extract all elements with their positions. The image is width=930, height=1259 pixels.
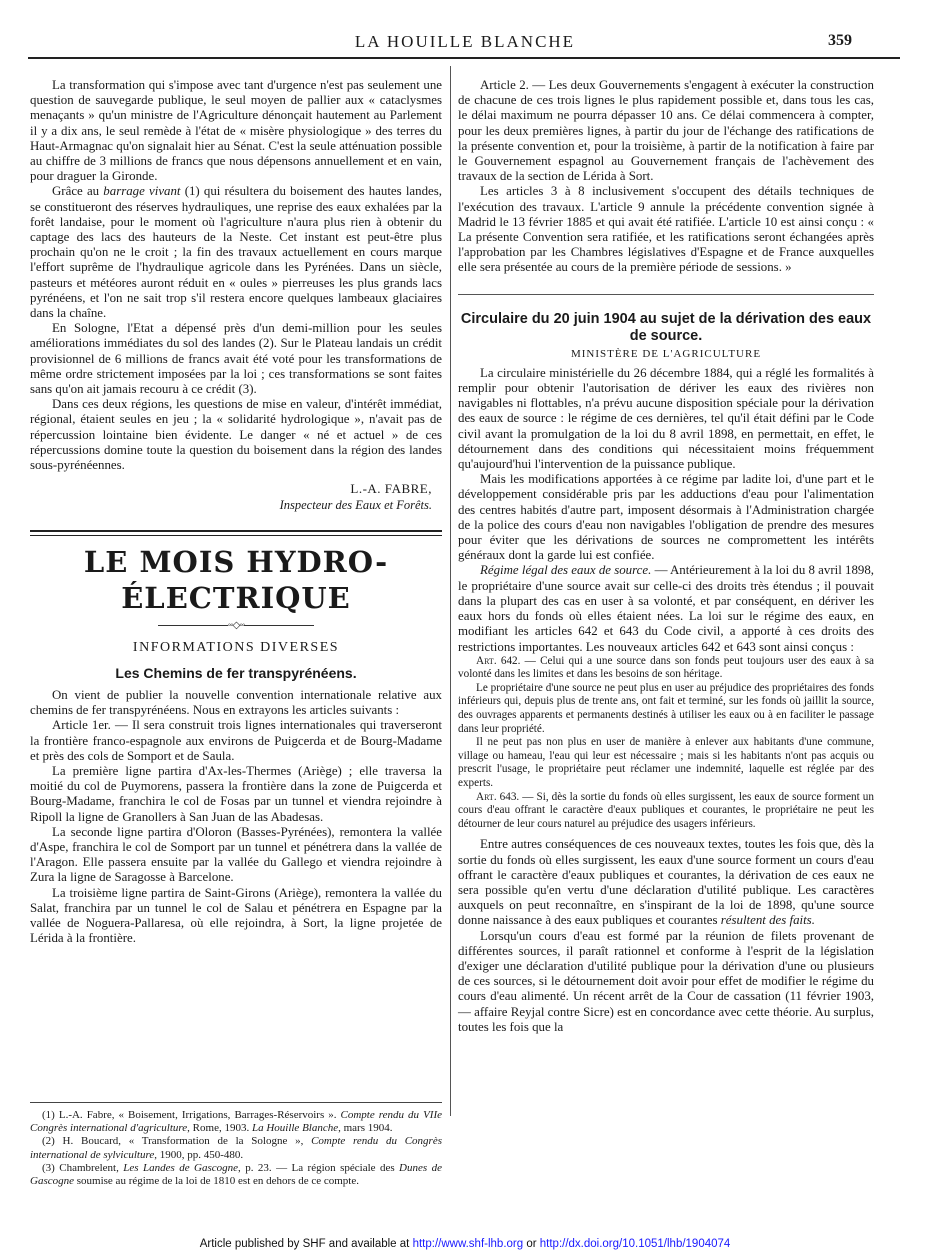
emphasis: La Houille Blanche	[251, 1122, 339, 1135]
text-run: , mars 1904.	[338, 1122, 393, 1135]
page-number: 359	[828, 32, 852, 49]
footnote	[30, 1109, 442, 1135]
ministry-label: MINISTÈRE DE L'AGRICULTURE	[570, 347, 762, 360]
paragraph: On vient de publier la nouvelle convention internationale relative aux chemins de fer transpyrénéens. Nous en extrayons les articles suivants :	[30, 687, 442, 718]
text-run: — Antérieurement à la loi du 8 avril 1898, le propriétaire d'une source avait sur celle-ci des droits très étendus ; il pouvait dans la plupart des cas en user à sa volonté, et par conséquent, en dériver les eaux hors du fonds où elles étaient nées. La loi sur le régime des eaux, en modifiant les articles 642 et 643 du Code civil, a apporté à ces droits des restrictions importantes. Les nouveaux articles 642 et 643 sont ainsi conçus :	[458, 563, 875, 654]
text-run: Grâce au	[52, 184, 104, 199]
paragraph: Le propriétaire d'une source ne peut plus en user au préjudice des propriétaires des fonds inférieurs qui, depuis plus de trente ans, ont fait et terminé, sur les fonds où jaillit la source, des ouvrages apparents et permanents destinés à utiliser les eaux ou à en faciliter le passage dans leur propriété.	[458, 681, 874, 735]
emphasis: Régime légal des eaux de source.	[480, 563, 652, 578]
author-title: Inspecteur des Eaux et Forêts.	[279, 498, 432, 513]
text-run: , p. 23. — La région spéciale des	[238, 1161, 400, 1174]
signature-block	[30, 481, 432, 513]
emphasis: Compte rendu du VIIe Congrès international d'agriculture	[30, 1109, 442, 1135]
text-run: (1) qui résultera du boisement des hautes landes, se constitueront des réserves hydrauliques, une reprise des eaux exhalées par la forêt landaise, pour le moment où l'agriculture n'aura plus rien à obtenir du captage des lacs des hauteurs de la Neste. Cet instant est peut-être plus prochain qu'on ne le croit ; la fin des travaux actuellement en cours marque l'effort suprême de l'hydraulique agricole dans les Pyrénées. Dans un siècle, pasteurs et météores auront réduit en « oules » pierreuses les plus grands lacs pyrénéens, et l'on ne sait trop s'il restera encore quelques lambeaux glaciaires dans la chaîne.	[30, 184, 442, 321]
footnote	[30, 1135, 442, 1161]
text-run: , Rome, 1903.	[187, 1122, 252, 1135]
text-run: (3) Chambrelent,	[42, 1161, 124, 1174]
paragraph	[458, 791, 874, 832]
header-rule	[28, 57, 900, 59]
paragraph	[458, 655, 874, 682]
publication-footer	[0, 1238, 930, 1250]
text-run: Entre autres conséquences de ces nouveaux textes, toutes les fois que, dès la sortie du fonds où elles surgissent, les eaux d'une source forment un cours d'eau offrant le caractère d'eaux publiques et courantes, la dérivation de ces eaux ne sera possible qu'en vertu d'une déclaration d'utilité publique. Les caractères auxquels on peut reconnaître, en s'inspirant de la loi de 1898, qu'une source donne naissance à des eaux publiques et courantes	[458, 837, 874, 928]
footer-text: Article published by SHF and available at	[199, 1238, 413, 1250]
ornament	[30, 620, 442, 632]
paragraph: Lorsqu'un cours d'eau est formé par la réunion de filets provenant de différentes sources, il paraît rationnel et conforme à l'esprit de la législation d'exiger une déclaration d'utilité publique pour la dérivation d'une ou plusieurs de ces sources, si le détournement doit avoir pour effet de modifier le régime du cours d'eau alimenté. Un récent arrêt de la Cour de cassation (11 février 1903, — affaire Reyjal contre Sicre) est en concordance avec cette théorie. Au surplus, toutes les fois que la	[458, 928, 874, 1034]
code-excerpt	[458, 655, 874, 832]
paragraph: Les articles 3 à 8 inclusivement s'occupent des détails techniques de l'exécution des travaux. L'article 9 annule la précédente convention signée à Madrid le 13 février 1885 et qui avait été ratifiée. L'article 10 est ainsi conçu : « La présente Convention sera ratifiée, et les ratifications seront échangées après l'approbation par les Chambres législatives d'Espagne et de France auxquelles elle sera présentée au cours de la première période de sessions. »	[458, 184, 874, 275]
emphasis: Dunes de Gascogne	[30, 1161, 442, 1188]
text-run: — Celui qui a une source dans son fonds peut toujours user des eaux à sa volonté dans les limites et dans les besoins de son héritage.	[458, 654, 874, 681]
paragraph: La transformation qui s'impose avec tant d'urgence n'est pas seulement une question de sauvegarde publique, le seul moyen de pallier aux « cataclysmes menaçants » qu'un ministre de l'Agriculture dénonçait hautement au Parlement il y a dix ans, le seul remède à l'état de « misère physiologique » des terres du Haut-Armagnac qu'on signalait hier au Sénat. C'est la seule atténuation possible au chiffre de 3 millions de francs que nous dépensons annuellement et en vain, pour draguer la Gironde.	[30, 78, 442, 184]
article-title: Les Chemins de fer transpyrénéens.	[115, 664, 357, 681]
paragraph: La circulaire ministérielle du 26 décembre 1884, qui a réglé les formalités à remplir pour obtenir l'autorisation de dériver les eaux des rivières non navigables ni flottables, n'a prévu aucune disposition spéciale pour la dérivation des eaux de source : le régime de ces dernières, tel qu'il était défini par le Code civil avant la promulgation de la loi du 8 avril 1898, en permettait, en effet, le détournement dans des conditions qui nécessitaient moins fréquemment qu'aujourd'hui l'intervention de la puissance publique.	[458, 365, 874, 472]
ornament-line	[158, 625, 228, 626]
paragraph: Article 2. — Les deux Gouvernements s'engagent à exécuter la construction de chacune de ces trois lignes le plus rapidement possible et, dans tous les cas, le délai maximum ne pourra dépasser 10 ans. Ce délai commencera à compter, pour les deux premières lignes, à partir du jour de l'échange des ratifications de la présente convention et, pour la troisième, à partir de la notification à faire par le Gouvernement espagnol au Gouvernement français de l'achèvement des travaux de la section de Lérida à Sort.	[458, 78, 874, 184]
author-name: L.-A. FABRE,	[350, 481, 432, 497]
article-label: Art. 642.	[476, 654, 521, 667]
paragraph: La seconde ligne partira d'Oloron (Basses-Pyrénées), remontera la vallée d'Aspe, franchira le col de Somport par un tunnel et pénétrera dans la vallée de l'Aragon. Elle passera ensuite par la vallée du Gallego et viendra rejoindre à Zura la ligne de Saragosse à Barcelone.	[30, 824, 442, 885]
ornament-line	[244, 625, 314, 626]
section-rule	[30, 530, 442, 532]
circular-title: Circulaire du 20 juin 1904 au sujet de la dérivation des eaux de source.	[460, 310, 872, 344]
running-head: LA HOUILLE BLANCHE	[354, 32, 576, 51]
article-label: Art. 643.	[476, 790, 520, 803]
paragraph: Il ne peut pas non plus en user de manière à enlever aux habitants d'une commune, village ou hameau, l'eau qui leur est nécessaire ; mais si les habitants n'ont pas acquis ou prescrit l'usage, le propriétaire peut réclamer une indemnité, laquelle est réglée par des experts.	[458, 736, 874, 790]
right-column	[458, 78, 874, 1035]
text-run: (2) H. Boucard, « Transformation de la Sologne »,	[42, 1135, 312, 1148]
emphasis: Compte rendu du Congrès international de sylviculture	[30, 1135, 443, 1161]
text-run: soumise au régime de la loi de 1810 est en dehors de ce compte.	[74, 1175, 359, 1188]
text-run: — Il sera construit trois lignes internationales qui traverseront la frontière franco-espagnole aux environs de Puigcerda et de Bourg-Madame et près des cols de Somport et de Saula.	[30, 718, 442, 763]
paragraph	[30, 718, 442, 764]
article-separator	[458, 294, 874, 295]
paragraph	[458, 563, 874, 654]
paragraph: Mais les modifications apportées à ce régime par ladite loi, d'une part et le développement considérable pris par les adductions d'eau pour l'alimentation des centres habités d'autre part, imposent désormais à l'Administration chargée de la police des cours d'eau non navigables l'obligation de prendre des mesures pour éviter que les dérivations de sources ne compromettent les intérêts généraux dont la garde lui est confiée.	[458, 472, 874, 563]
text-run: , 1900, pp. 450-480.	[154, 1148, 244, 1161]
rubric-title: INFORMATIONS DIVERSES	[132, 639, 340, 655]
paragraph	[458, 837, 874, 928]
footer-text: or	[523, 1238, 540, 1250]
column-rule	[450, 66, 451, 1116]
doi-link[interactable]: http://dx.doi.org/10.1051/lhb/1904074	[539, 1238, 731, 1250]
paragraph: En Sologne, l'Etat a dépensé près d'un demi-million pour les seules améliorations immédiates du sol des landes (2). Sur le Plateau landais un crédit provisionnel de 6 millions de francs avait été voté pour les transformations de même ordre strictement imposées par la loi ; ces transformations se sont faites sans qu'on ait jamais recouru à ce crédit (3).	[30, 321, 442, 397]
paragraph: La première ligne partira d'Ax-les-Thermes (Ariège) ; elle traversa la moitié du col de Puymorens, passera la frontière dans la zone de Puigcerda et Bourg-Madame, franchira le col de Fosas par un tunnel et viendra rejoindre à Ripoll la ligne de Granollers à San Juan de las Abadesas.	[30, 763, 442, 824]
emphasis: résultent des faits.	[720, 913, 815, 928]
ornament-glyph: ◦◦◇◦◦	[227, 619, 245, 631]
article-label: Article 1er.	[52, 718, 111, 733]
section-title: LE MOIS HYDRO-ÉLECTRIQUE	[83, 544, 389, 615]
footnote	[30, 1162, 442, 1188]
shf-link[interactable]: http://www.shf-lhb.org	[412, 1238, 524, 1250]
paragraph: Dans ces deux régions, les questions de mise en valeur, d'intérêt immédiat, régional, étaient seules en jeu ; la « solidarité hydrologique », n'avait pas de répercussion lointaine bien évidente. Le danger « né et actuel » de ces répercussions domine toute la question du boisement dans la région des landes sous-pyrénéennes.	[30, 397, 442, 473]
text-run: (1) L.-A. Fabre, « Boisement, Irrigations, Barrages-Réservoirs ».	[42, 1109, 341, 1121]
section-rule	[30, 535, 442, 536]
emphasis: barrage vivant	[103, 184, 181, 199]
text-run: — Si, dès la sortie du fonds où elles surgissent, les eaux de source forment un cours d'eau offrant le caractère d'eaux publiques et courantes, le propriétaire ne peut les détourner de leur cours naturel au préjudice des usagers inférieurs.	[458, 790, 874, 830]
left-column	[30, 78, 442, 946]
paragraph: La troisième ligne partira de Saint-Girons (Ariège), remontera la vallée du Salat, franchira par un tunnel le col de Salau et pénétrera en Espagne par la vallée de Noguera-Pallaresa, où elle rejoindra, à Sort, la ligne projetée de Lérida à la frontière.	[30, 885, 442, 946]
footnotes	[30, 1102, 442, 1188]
emphasis: Les Landes de Gascogne	[123, 1161, 239, 1174]
paragraph	[30, 184, 442, 321]
